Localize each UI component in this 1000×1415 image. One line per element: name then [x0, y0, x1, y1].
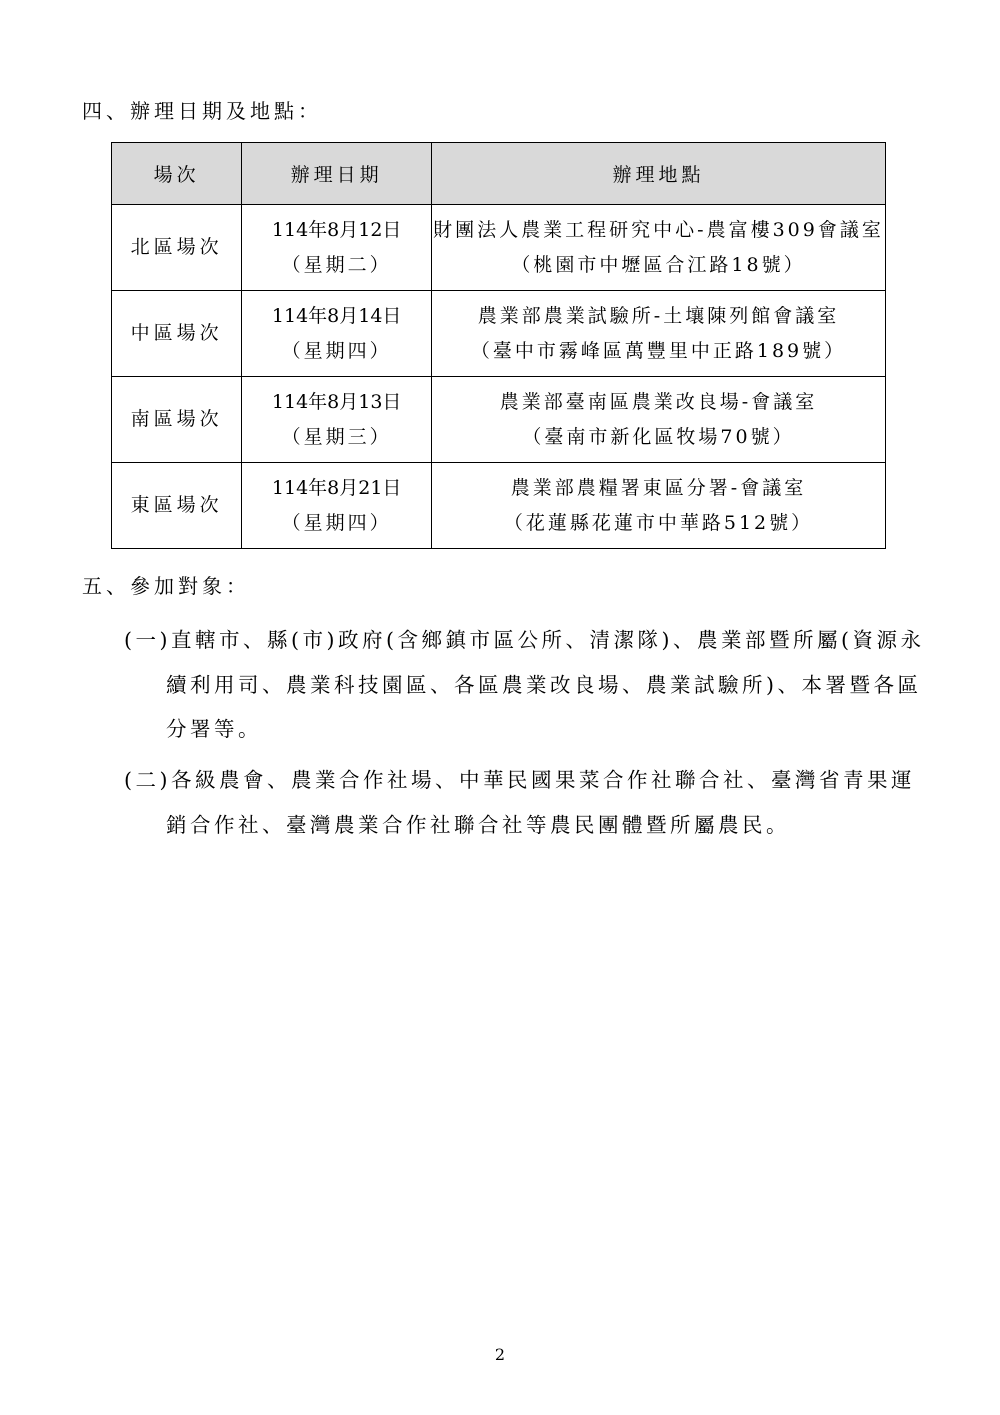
- venue-text: 農業部農糧署東區分署-會議室: [510, 476, 807, 499]
- table-row: [112, 377, 886, 463]
- venue-cell: [432, 463, 886, 549]
- venue-cell: [432, 291, 886, 377]
- address-text: （臺南市新化區牧場70號）: [522, 425, 795, 448]
- page-number: 2: [494, 1345, 506, 1364]
- session-cell: 北區場次: [112, 205, 242, 291]
- section-4-heading: 四、辦理日期及地點：: [82, 99, 322, 123]
- date-text: 114年8月21日: [271, 476, 402, 499]
- weekday-text: （星期四）: [281, 511, 392, 534]
- item-line: (二)各級農會、農業合作社場、中華民國果菜合作社聯合社、臺灣省青果運: [124, 768, 915, 792]
- venue-cell: [432, 205, 886, 291]
- session-cell: 中區場次: [112, 291, 242, 377]
- item-line: 分署等。: [166, 717, 262, 741]
- table-row: [112, 291, 886, 377]
- address-text: （花蓮縣花蓮市中華路512號）: [503, 511, 814, 534]
- date-text: 114年8月14日: [271, 304, 402, 327]
- table-row: [112, 205, 886, 291]
- venue-text: 財團法人農業工程研究中心-農富樓309會議室: [433, 218, 884, 241]
- session-cell: 南區場次: [112, 377, 242, 463]
- date-cell: [242, 377, 432, 463]
- header-session: 場次: [112, 143, 242, 205]
- date-text: 114年8月12日: [271, 218, 402, 241]
- table-row: [112, 463, 886, 549]
- venue-cell: [432, 377, 886, 463]
- schedule-table: [111, 142, 886, 549]
- weekday-text: （星期二）: [281, 253, 392, 276]
- address-text: （臺中市霧峰區萬豐里中正路189號）: [470, 339, 847, 362]
- item-line: 續利用司、農業科技園區、各區農業改良場、農業試驗所)、本署暨各區: [166, 672, 922, 697]
- weekday-text: （星期四）: [281, 339, 392, 362]
- date-cell: [242, 463, 432, 549]
- participant-item-1: [124, 618, 925, 752]
- date-cell: [242, 205, 432, 291]
- date-cell: [242, 291, 432, 377]
- venue-text: 農業部農業試驗所-土壤陳列館會議室: [477, 304, 840, 327]
- section-5-heading: 五、參加對象：: [82, 574, 250, 598]
- table-header-row: [112, 143, 886, 205]
- address-text: （桃園市中壢區合江路18號）: [511, 253, 806, 276]
- item-line: 銷合作社、臺灣農業合作社聯合社等農民團體暨所屬農民。: [166, 812, 790, 837]
- date-text: 114年8月13日: [271, 390, 402, 413]
- header-date: 辦理日期: [242, 143, 432, 205]
- participant-item-2: [124, 758, 915, 847]
- weekday-text: （星期三）: [281, 425, 392, 448]
- header-venue: 辦理地點: [432, 143, 886, 205]
- session-cell: 東區場次: [112, 463, 242, 549]
- venue-text: 農業部臺南區農業改良場-會議室: [499, 390, 818, 413]
- item-line: (一)直轄市、縣(市)政府(含鄉鎮市區公所、清潔隊)、農業部暨所屬(資源永: [124, 628, 925, 652]
